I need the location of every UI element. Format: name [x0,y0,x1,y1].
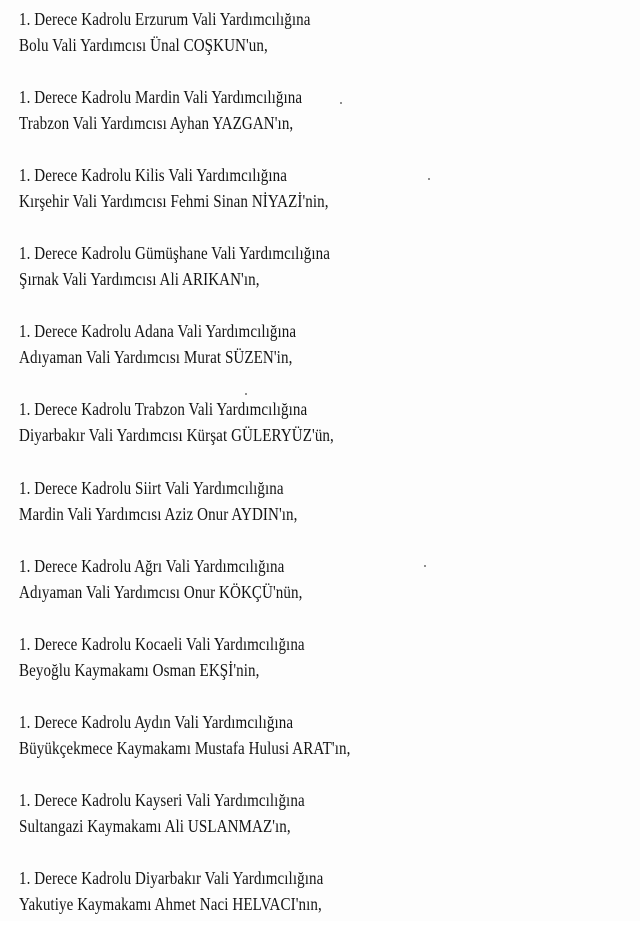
position-line: 1. Derece Kadrolu Kayseri Vali Yardımcılığına [19,789,305,810]
scan-speck [428,178,430,180]
position-line: 1. Derece Kadrolu Siirt Vali Yardımcılığına [19,477,284,498]
appointment-list [19,6,619,943]
scan-speck [245,393,247,395]
appointment-entry-2 [19,84,619,162]
appointment-entry-11 [19,787,619,865]
scan-speck [340,102,342,104]
position-line: 1. Derece Kadrolu Aydın Vali Yardımcılığına [19,711,294,732]
position-line: 1. Derece Kadrolu Gümüşhane Vali Yardımcılığına [19,243,330,264]
appointee-line: Büyükçekmece Kaymakamı Mustafa Hulusi ARAT'ın, [19,737,351,758]
appointee-line: Adıyaman Vali Yardımcısı Onur KÖKÇÜ'nün, [19,581,303,602]
appointment-entry-12 [19,865,619,943]
appointment-entry-5 [19,318,619,396]
appointee-line: Trabzon Vali Yardımcısı Ayhan YAZGAN'ın, [19,113,294,134]
appointment-entry-10 [19,709,619,787]
position-line: 1. Derece Kadrolu Mardin Vali Yardımcılığına [19,87,303,108]
appointee-line: Bolu Vali Yardımcısı Ünal COŞKUN'un, [19,35,268,55]
appointment-entry-6 [19,396,619,474]
appointment-entry-7 [19,475,619,553]
appointee-line: Yakutiye Kaymakamı Ahmet Naci HELVACI'nın, [19,894,322,915]
position-line: 1. Derece Kadrolu Kocaeli Vali Yardımcılığına [19,633,305,654]
appointee-line: Diyarbakır Vali Yardımcısı Kürşat GÜLERYÜZ'ün, [19,425,334,446]
position-line: 1. Derece Kadrolu Trabzon Vali Yardımcılığına [19,399,308,420]
appointee-line: Sultangazi Kaymakamı Ali USLANMAZ'ın, [19,815,291,836]
appointment-entry-9 [19,631,619,709]
position-line: 1. Derece Kadrolu Kilis Vali Yardımcılığına [19,165,288,186]
position-line: 1. Derece Kadrolu Adana Vali Yardımcılığına [19,321,297,342]
appointment-entry-1 [19,6,619,84]
appointment-entry-4 [19,240,619,318]
position-line: 1. Derece Kadrolu Diyarbakır Vali Yardımcılığına [19,868,324,889]
appointee-line: Beyoğlu Kaymakamı Osman EKŞİ'nin, [19,659,260,680]
appointment-entry-3 [19,162,619,240]
appointee-line: Şırnak Vali Yardımcısı Ali ARIKAN'ın, [19,269,260,290]
position-line: 1. Derece Kadrolu Erzurum Vali Yardımcılığına [19,9,311,29]
position-line: 1. Derece Kadrolu Ağrı Vali Yardımcılığına [19,555,285,576]
scan-speck [424,565,426,567]
appointee-line: Adıyaman Vali Yardımcısı Murat SÜZEN'in, [19,347,293,368]
appointee-line: Mardin Vali Yardımcısı Aziz Onur AYDIN'ın, [19,503,298,524]
appointment-entry-8 [19,553,619,631]
appointee-line: Kırşehir Vali Yardımcısı Fehmi Sinan NİYAZİ'nin, [19,191,329,212]
